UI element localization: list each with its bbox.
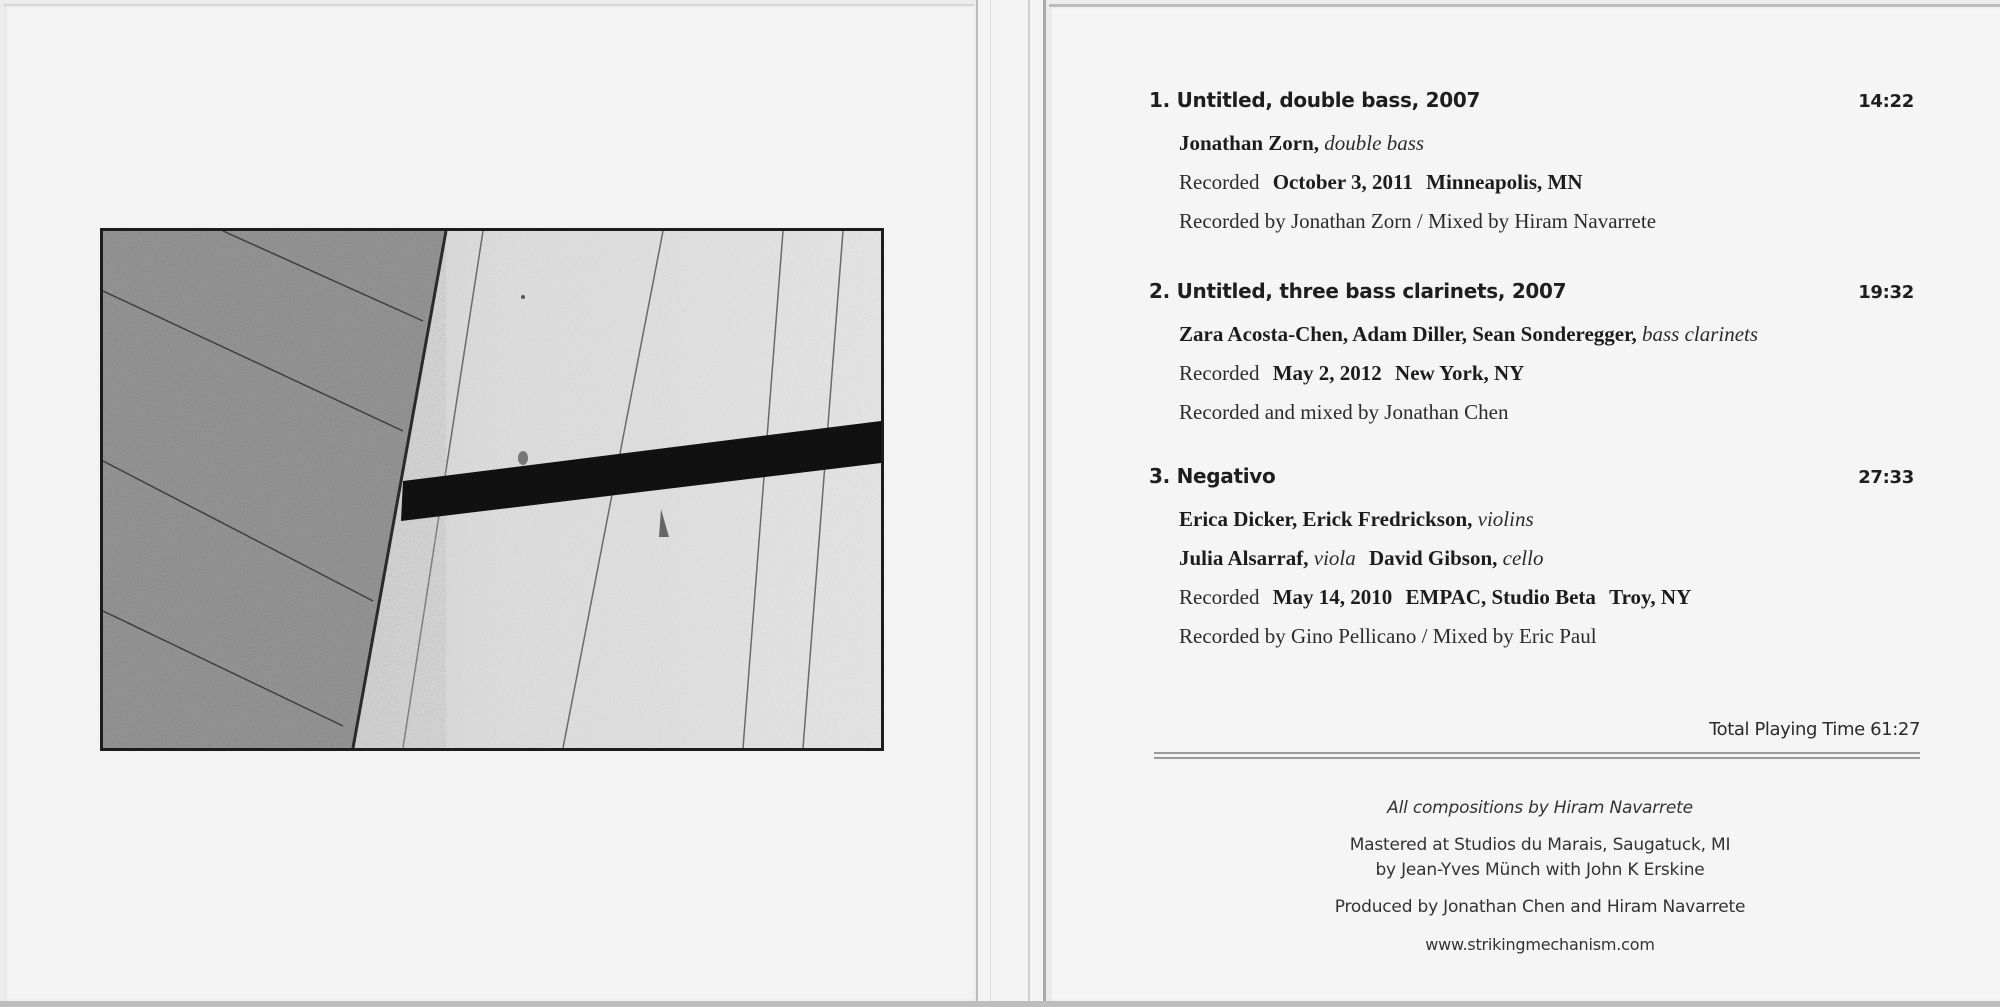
performer-names: Erica Dicker, Erick Fredrickson, [1179, 507, 1473, 531]
instrument: bass clarinets [1641, 322, 1759, 346]
recorded-place: EMPAC, Studio Beta [1405, 585, 1596, 609]
performer-names: Zara Acosta-Chen, Adam Diller, Sean Sonderegger, [1179, 322, 1637, 346]
track-list [1149, 88, 1914, 694]
recorded-date: May 2, 2012 [1272, 361, 1382, 385]
track-3 [1149, 464, 1914, 656]
website-link[interactable]: www.strikingmechanism.com [1425, 935, 1655, 954]
instrument: violins [1477, 507, 1534, 531]
track-header [1149, 279, 1914, 315]
performers-line [1179, 500, 1914, 539]
track-title: 1. Untitled, double bass, 2007 [1149, 88, 1481, 112]
bw-photograph [100, 228, 884, 751]
double-rule-divider [1154, 752, 1920, 759]
mastering-credit [1260, 833, 1820, 883]
engineering-line: Recorded and mixed by Jonathan Chen [1179, 400, 1509, 424]
recorded-place-2: Troy, NY [1609, 585, 1692, 609]
engineering-line: Recorded by Jonathan Zorn / Mixed by Hiram Navarrete [1179, 209, 1657, 233]
track-title: 3. Negativo [1149, 464, 1276, 488]
recorded-line [1179, 354, 1914, 393]
compositions-credit: All compositions by Hiram Navarrete [1387, 798, 1693, 818]
credits-block [1260, 796, 1820, 957]
track-header [1149, 464, 1914, 500]
recorded-label: Recorded [1179, 585, 1260, 609]
photograph-image [103, 231, 881, 748]
total-playing-time: Total Playing Time 61:27 [1709, 719, 1920, 740]
performer-names-2: David Gibson, [1369, 546, 1498, 570]
recorded-date: May 14, 2010 [1272, 585, 1393, 609]
track-header [1149, 88, 1914, 124]
recorded-date: October 3, 2011 [1272, 170, 1413, 194]
recorded-place: New York, NY [1395, 361, 1525, 385]
performers-line [1179, 315, 1914, 354]
track-duration: 19:32 [1858, 282, 1914, 303]
track-2 [1149, 279, 1914, 432]
instrument: viola [1313, 546, 1356, 570]
recorded-line [1179, 163, 1914, 202]
track-1 [1149, 88, 1914, 241]
track-title: 2. Untitled, three bass clarinets, 2007 [1149, 279, 1567, 303]
instrument: double bass [1324, 131, 1425, 155]
recorded-line [1179, 578, 1914, 617]
recorded-place: Minneapolis, MN [1426, 170, 1583, 194]
performers-line [1179, 124, 1914, 163]
scan-bottom-edge [0, 1001, 2000, 1007]
track-duration: 27:33 [1858, 467, 1914, 488]
track-duration: 14:22 [1858, 91, 1914, 112]
instrument-2: cello [1502, 546, 1544, 570]
mastering-line-2: by Jean-Yves Münch with John K Erskine [1375, 860, 1705, 880]
booklet-spine [976, 0, 1046, 1007]
recorded-label: Recorded [1179, 170, 1260, 194]
engineering-line: Recorded by Gino Pellicano / Mixed by Eric Paul [1179, 624, 1597, 648]
spine-crease [990, 0, 1030, 1007]
producer-credit: Produced by Jonathan Chen and Hiram Navarrete [1334, 897, 1746, 917]
performer-names: Julia Alsarraf, [1179, 546, 1309, 570]
mastering-line-1: Mastered at Studios du Marais, Saugatuck, MI [1349, 835, 1731, 855]
performers-line-2 [1179, 539, 1914, 578]
recorded-label: Recorded [1179, 361, 1260, 385]
performer-names: Jonathan Zorn, [1179, 131, 1320, 155]
